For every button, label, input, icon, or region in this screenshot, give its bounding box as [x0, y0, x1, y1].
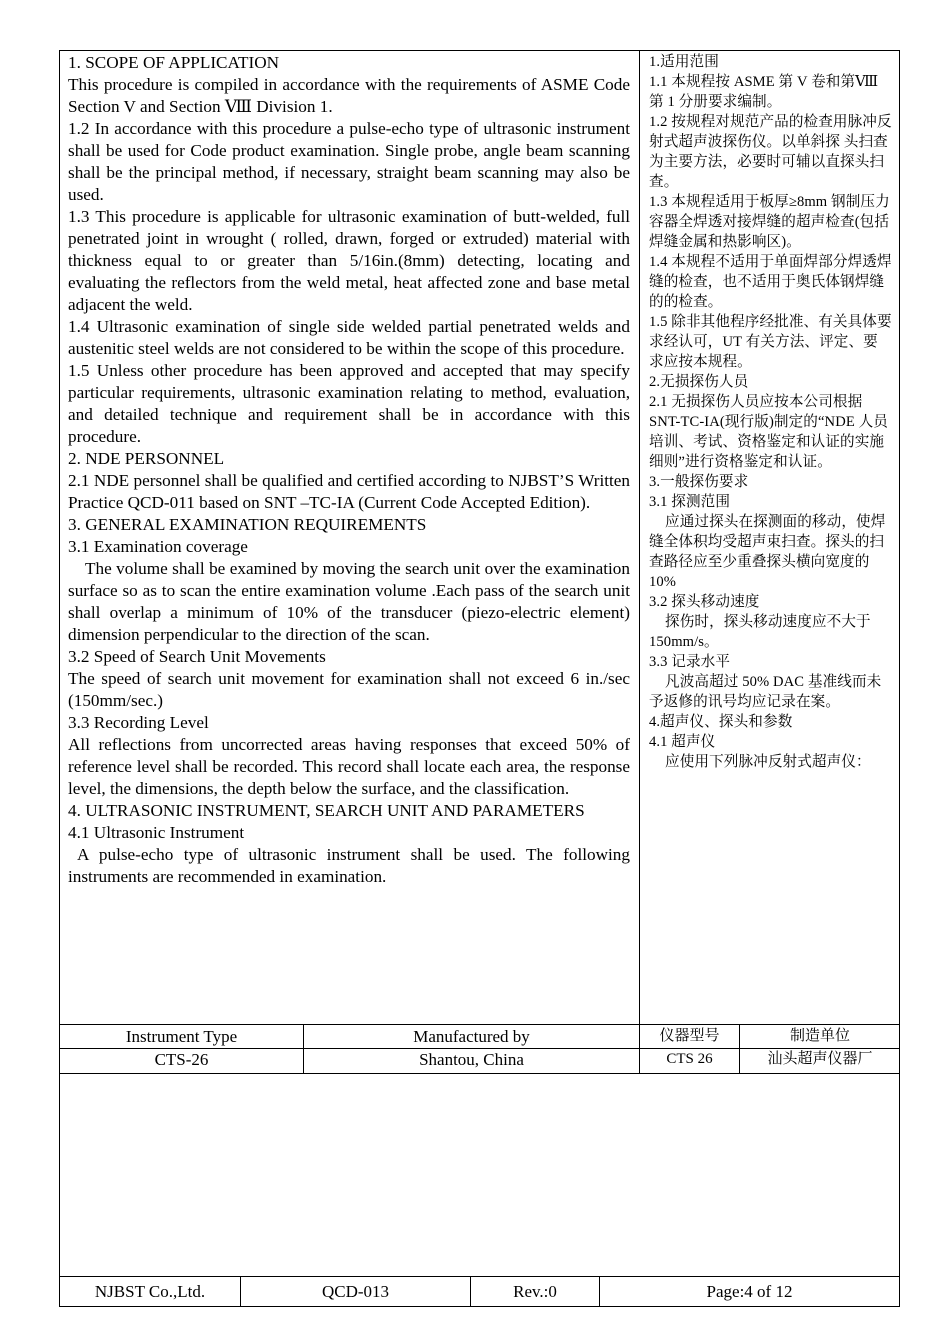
table-cell-cn-maker: 汕头超声仪器厂	[767, 1051, 873, 1067]
footer-page-number: Page:4 of 12	[706, 1282, 793, 1301]
en-heading-personnel: 2. NDE PERSONNEL	[68, 449, 225, 468]
table-cell-cn-model: CTS 26	[666, 1051, 713, 1067]
cn-para-1-2: 1.2 按规程对规范产品的检查用脉冲反射式超声波探伤仪。以单斜探 头扫查为主要方法，必要时可辅以直探头扫查。	[649, 114, 892, 190]
en-para-2-1: 2.1 NDE personnel shall be qualified and certified according to NJBST’S Written Practice QCD-011 based on SNT –TC-IA (Current Code Accepted Edition).	[68, 471, 630, 512]
cn-heading-instrument: 4.超声仪、探头和参数	[649, 714, 793, 730]
english-body	[68, 52, 630, 888]
cn-heading-scope: 1.适用范围	[649, 54, 719, 70]
en-heading-4-1: 4.1 Ultrasonic Instrument	[68, 823, 245, 842]
en-para-3-2: The speed of search unit movement for examination shall not exceed 6 in./sec (150mm/sec.)	[68, 669, 630, 710]
en-para-1-2: 1.2 In accordance with this procedure a pulse-echo type of ultrasonic instrument shall be used for Code product examination. Single probe, angle beam scanning shall be the principal method, if necessary, straight beam scanning may also be used.	[68, 119, 630, 204]
en-para-1-4: 1.4 Ultrasonic examination of single side welded partial penetrated welds and austenitic steel welds are not considered to be within the scope of this procedure.	[68, 317, 630, 358]
table-cell-instrument-type: CTS-26	[154, 1050, 209, 1069]
chinese-body	[649, 52, 892, 772]
en-heading-3-1: 3.1 Examination coverage	[68, 537, 248, 556]
cn-heading-3-3: 3.3 记录水平	[649, 654, 731, 670]
cn-para-1-3: 1.3 本规程适用于板厚≥8mm 钢制压力 容器全焊透对接焊缝的超声检查(包括焊缝金属和热影响区)。	[649, 194, 890, 250]
en-heading-3-3: 3.3 Recording Level	[68, 713, 209, 732]
en-para-1-1: This procedure is compiled in accordance with the requirements of ASME Code Section V and Section Ⅷ Division 1.	[68, 75, 630, 116]
en-para-1-3: 1.3 This procedure is applicable for ultrasonic examination of butt-welded, full penetrated joint in wrought ( rolled, drawn, forged or extruded) material with thickness equal to or greater than 5/16in.(8mm) detecting, locating and evaluating the reflectors from the weld metal, heat affected zone and base metal adjacent the weld.	[68, 207, 630, 314]
cn-heading-3-1: 3.1 探测范围	[649, 494, 731, 510]
column-divider	[639, 50, 640, 1074]
footer-doc-number: QCD-013	[321, 1282, 390, 1301]
cn-para-3-2: 探伤时，探头移动速度应不大于 150mm/s。	[649, 614, 871, 650]
en-para-1-5: 1.5 Unless other procedure has been approved and accepted that may specify particular requirements, ultrasonic examination relating to method, evaluation, and detailed technique and requirement shall be in accordance with this procedure.	[68, 361, 630, 446]
en-heading-3-2: 3.2 Speed of Search Unit Movements	[68, 647, 326, 666]
cn-para-1-1: 1.1 本规程按 ASME 第 V 卷和第Ⅷ第 1 分册要求编制。	[649, 74, 879, 110]
cn-heading-3-2: 3.2 探头移动速度	[649, 594, 760, 610]
table-header-cn-model: 仪器型号	[659, 1028, 720, 1044]
table-bottom-rule	[59, 1073, 900, 1074]
table-header-cn-maker: 制造单位	[789, 1028, 850, 1044]
cn-para-3-1: 应通过探头在探测面的移动，使焊缝全体积均受超声束扫查。探头的扫查路径应至少重叠探头横向宽度的 10%	[649, 514, 886, 590]
en-para-3-1: The volume shall be examined by moving the search unit over the examination surface so as to scan the entire examination volume .Each pass of the search unit shall overlap a minimum of 10% of the transducer (piezo-electric element) dimension perpendicular to the direction of the scan.	[68, 559, 630, 644]
footer-revision: Rev.:0	[513, 1282, 557, 1301]
cn-para-2-1: 2.1 无损探伤人员应按本公司根据 SNT-TC-IA(现行版)制定的“NDE 人员培训、考试、资格鉴定和认证的实施细则”进行资格鉴定和认证。	[649, 394, 888, 470]
cn-para-3-3: 凡波高超过 50% DAC 基准线而未予返修的讯号均应记录在案。	[649, 674, 882, 710]
table-header-manufactured-by: Manufactured by	[413, 1027, 530, 1046]
en-heading-instrument: 4. ULTRASONIC INSTRUMENT, SEARCH UNIT AND PARAMETERS	[68, 801, 585, 820]
footer-company: NJBST Co.,Ltd.	[94, 1282, 206, 1301]
cn-heading-general: 3.一般探伤要求	[649, 474, 749, 490]
cn-para-1-4: 1.4 本规程不适用于单面焊部分焊透焊缝的检查，也不适用于奥氏体钢焊缝的的检查。	[649, 254, 892, 310]
cn-para-1-5: 1.5 除非其他程序经批准、有关具体要求经认可，UT 有关方法、评定、要求应按本规程。	[649, 314, 892, 370]
cn-heading-4-1: 4.1 超声仪	[649, 734, 716, 750]
en-para-4-1: A pulse-echo type of ultrasonic instrument shall be used. The following instruments are recommended in examination.	[68, 845, 630, 886]
en-heading-scope: 1. SCOPE OF APPLICATION	[68, 53, 280, 72]
cn-heading-personnel: 2.无损探伤人员	[649, 374, 749, 390]
en-para-3-3: All reflections from uncorrected areas having responses that exceed 50% of reference level shall be recorded. This record shall locate each area, the response level, the dimensions, the depth below the surface, and the classification.	[68, 735, 630, 798]
table-cell-manufactured-by: Shantou, China	[419, 1050, 524, 1069]
table-header-instrument-type: Instrument Type	[125, 1027, 238, 1046]
cn-para-4-1: 应使用下列脉冲反射式超声仪：	[665, 754, 871, 770]
en-heading-general: 3. GENERAL EXAMINATION REQUIREMENTS	[68, 515, 427, 534]
